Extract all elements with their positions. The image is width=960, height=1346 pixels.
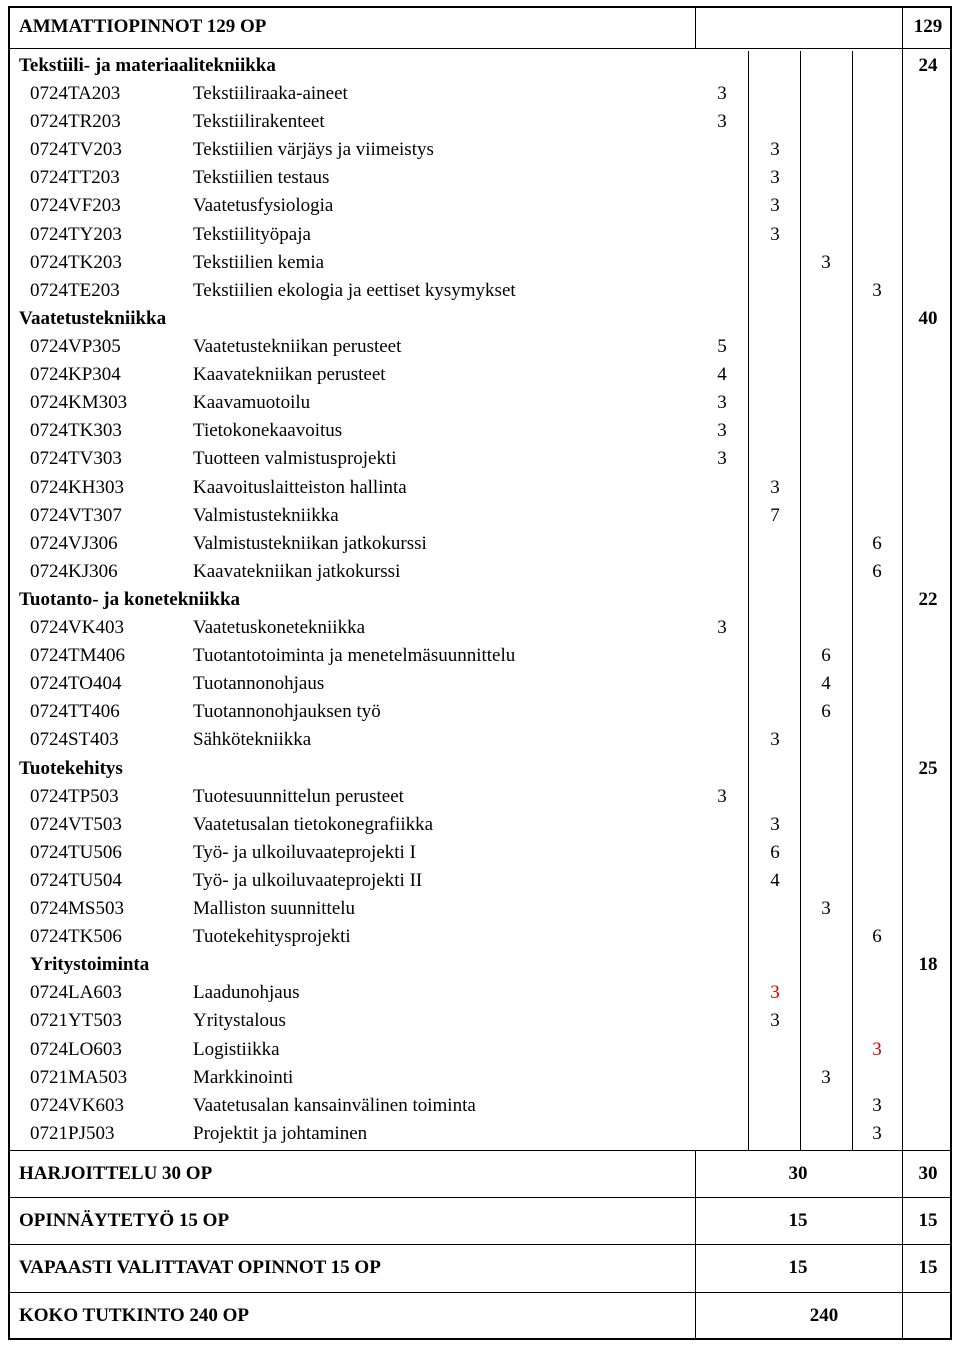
course-code: 0724TV203: [30, 139, 122, 160]
course-credits: 5: [717, 336, 727, 357]
header-title: AMMATTIOPINNOT 129 OP: [19, 16, 267, 37]
course-credits: 6: [821, 645, 831, 666]
course-name: Tekstiilien ekologia ja eettiset kysymykset: [193, 280, 516, 301]
course-credits: 3: [770, 167, 780, 188]
footer-row-rule: [8, 1244, 952, 1245]
course-credits: 3: [717, 111, 727, 132]
course-name: Kaavamuotoilu: [193, 392, 311, 413]
course-code: 0724TE203: [30, 280, 120, 301]
course-code: 0724KH303: [30, 477, 124, 498]
course-code: 0724TM406: [30, 645, 125, 666]
footer-row-rule: [8, 1150, 952, 1151]
course-name: Kaavoituslaitteiston hallinta: [193, 477, 407, 498]
course-name: Malliston suunnittelu: [193, 898, 356, 919]
course-credits: 3: [717, 392, 727, 413]
course-code: 0724TO404: [30, 673, 122, 694]
course-credits: 3: [770, 729, 780, 750]
course-code: 0724TU506: [30, 842, 122, 863]
course-credits: 3: [821, 252, 831, 273]
footer-total: 15: [918, 1257, 938, 1278]
course-code: 0724TK506: [30, 926, 122, 947]
course-code: 0724TT203: [30, 167, 120, 188]
section-total: 18: [918, 954, 938, 975]
course-code: 0724KM303: [30, 392, 128, 413]
course-code: 0724VT307: [30, 505, 122, 526]
course-name: Tuotannonohjauksen työ: [193, 701, 381, 722]
course-name: Vaatetuskonetekniikka: [193, 617, 366, 638]
course-credits: 3: [770, 982, 780, 1003]
course-name: Yritystalous: [193, 1010, 286, 1031]
table-border-right: [950, 6, 952, 1340]
course-name: Kaavatekniikan jatkokurssi: [193, 561, 401, 582]
course-code: 0724VJ306: [30, 533, 118, 554]
course-name: Tuotesuunnittelun perusteet: [193, 786, 404, 807]
section-title: Tuotekehitys: [19, 758, 123, 779]
course-code: 0724TP503: [30, 786, 119, 807]
course-code: 0721MA503: [30, 1067, 128, 1088]
course-credits: 3: [770, 1010, 780, 1031]
header-mid-rule: [695, 6, 696, 48]
course-code: 0724VK403: [30, 617, 124, 638]
course-name: Vaatetusalan tietokonegrafiikka: [193, 814, 434, 835]
course-credits: 3: [821, 898, 831, 919]
course-credits: 3: [872, 1095, 882, 1116]
total-column-rule: [902, 6, 903, 1340]
course-credits: 4: [770, 870, 780, 891]
course-credits: 3: [770, 139, 780, 160]
course-credits: 3: [770, 224, 780, 245]
course-name: Tekstiilityöpaja: [193, 224, 311, 245]
course-name: Työ- ja ulkoiluvaateprojekti II: [193, 870, 423, 891]
footer-label: KOKO TUTKINTO 240 OP: [19, 1305, 249, 1326]
course-code: 0724KP304: [30, 364, 121, 385]
course-code: 0724MS503: [30, 898, 124, 919]
section-total: 24: [918, 55, 938, 76]
course-name: Työ- ja ulkoiluvaateprojekti I: [193, 842, 416, 863]
course-credits: 3: [770, 477, 780, 498]
course-credits: 3: [717, 420, 727, 441]
footer-label: VAPAASTI VALITTAVAT OPINNOT 15 OP: [19, 1257, 381, 1278]
course-credits: 4: [821, 673, 831, 694]
course-code: 0721PJ503: [30, 1123, 115, 1144]
course-credits: 3: [717, 83, 727, 104]
footer-label: HARJOITTELU 30 OP: [19, 1163, 213, 1184]
course-name: Markkinointi: [193, 1067, 294, 1088]
course-name: Tuotteen valmistusprojekti: [193, 448, 397, 469]
course-name: Tekstiilien kemia: [193, 252, 325, 273]
course-name: Vaatetusalan kansainvälinen toiminta: [193, 1095, 476, 1116]
course-name: Tekstiilien värjäys ja viimeistys: [193, 139, 434, 160]
table-border-top: [8, 6, 952, 8]
course-name: Kaavatekniikan perusteet: [193, 364, 386, 385]
course-credits: 3: [717, 786, 727, 807]
footer-total: 30: [918, 1163, 938, 1184]
course-name: Logistiikka: [193, 1039, 280, 1060]
course-credits: 3: [872, 1123, 882, 1144]
course-code: 0724TK203: [30, 252, 122, 273]
footer-total: 15: [918, 1210, 938, 1231]
course-code: 0724TV303: [30, 448, 122, 469]
course-code: 0724TR203: [30, 111, 121, 132]
course-credits: 3: [770, 195, 780, 216]
course-code: 0724TA203: [30, 83, 121, 104]
course-credits: 3: [872, 1039, 882, 1060]
course-credits: 4: [717, 364, 727, 385]
course-code: 0724LO603: [30, 1039, 122, 1060]
course-name: Tekstiiliraaka-aineet: [193, 83, 348, 104]
credit-column-rule: [748, 51, 749, 1150]
course-credits: 3: [821, 1067, 831, 1088]
footer-row-rule: [8, 1197, 952, 1198]
course-code: 0724ST403: [30, 729, 119, 750]
course-credits: 6: [821, 701, 831, 722]
footer-mid-rule: [695, 1150, 696, 1340]
section-title: Tuotanto- ja konetekniikka: [19, 589, 241, 610]
course-credits: 3: [872, 280, 882, 301]
footer-mid: 15: [788, 1257, 808, 1278]
course-code: 0724TU504: [30, 870, 122, 891]
course-code: 0724TK303: [30, 420, 122, 441]
course-code: 0724VT503: [30, 814, 122, 835]
course-credits: 6: [770, 842, 780, 863]
course-credits: 7: [770, 505, 780, 526]
course-code: 0724LA603: [30, 982, 122, 1003]
footer-label: OPINNÄYTETYÖ 15 OP: [19, 1210, 230, 1231]
credit-column-rule: [800, 51, 801, 1150]
section-total: 25: [918, 758, 938, 779]
course-credits: 3: [717, 448, 727, 469]
course-name: Projektit ja johtaminen: [193, 1123, 368, 1144]
footer-mid: 15: [788, 1210, 808, 1231]
course-credits: 3: [770, 814, 780, 835]
course-name: Tekstiilien testaus: [193, 167, 330, 188]
course-code: 0724VP305: [30, 336, 121, 357]
header-total: 129: [913, 16, 943, 37]
course-code: 0724TT406: [30, 701, 120, 722]
section-title: Vaatetustekniikka: [19, 308, 167, 329]
table-border-bottom: [8, 1338, 952, 1340]
table-border-left: [8, 6, 10, 1340]
course-name: Valmistustekniikka: [193, 505, 339, 526]
section-title: Tekstiili- ja materiaalitekniikka: [19, 55, 276, 76]
course-name: Tietokonekaavoitus: [193, 420, 343, 441]
course-name: Tuotantotoiminta ja menetelmäsuunnittelu: [193, 645, 516, 666]
header-bottom-rule: [8, 48, 952, 49]
course-code: 0724VF203: [30, 195, 121, 216]
course-credits: 6: [872, 533, 882, 554]
course-credits: 3: [717, 617, 727, 638]
course-name: Tuotekehitysprojekti: [193, 926, 351, 947]
section-total: 22: [918, 589, 938, 610]
section-total: 40: [918, 308, 938, 329]
course-name: Valmistustekniikan jatkokurssi: [193, 533, 427, 554]
course-credits: 6: [872, 561, 882, 582]
section-title: Yritystoiminta: [30, 954, 150, 975]
course-name: Tekstiilirakenteet: [193, 111, 325, 132]
course-code: 0724TY203: [30, 224, 122, 245]
course-name: Sähkötekniikka: [193, 729, 312, 750]
footer-mid: 30: [788, 1163, 808, 1184]
course-name: Vaatetustekniikan perusteet: [193, 336, 402, 357]
course-name: Tuotannonohjaus: [193, 673, 325, 694]
course-code: 0724VK603: [30, 1095, 124, 1116]
course-name: Vaatetusfysiologia: [193, 195, 334, 216]
course-code: 0724KJ306: [30, 561, 118, 582]
course-credits: 6: [872, 926, 882, 947]
credit-column-rule: [852, 51, 853, 1150]
course-code: 0721YT503: [30, 1010, 122, 1031]
course-name: Laadunohjaus: [193, 982, 300, 1003]
footer-row-rule: [8, 1292, 952, 1293]
footer-mid: 240: [809, 1305, 839, 1326]
